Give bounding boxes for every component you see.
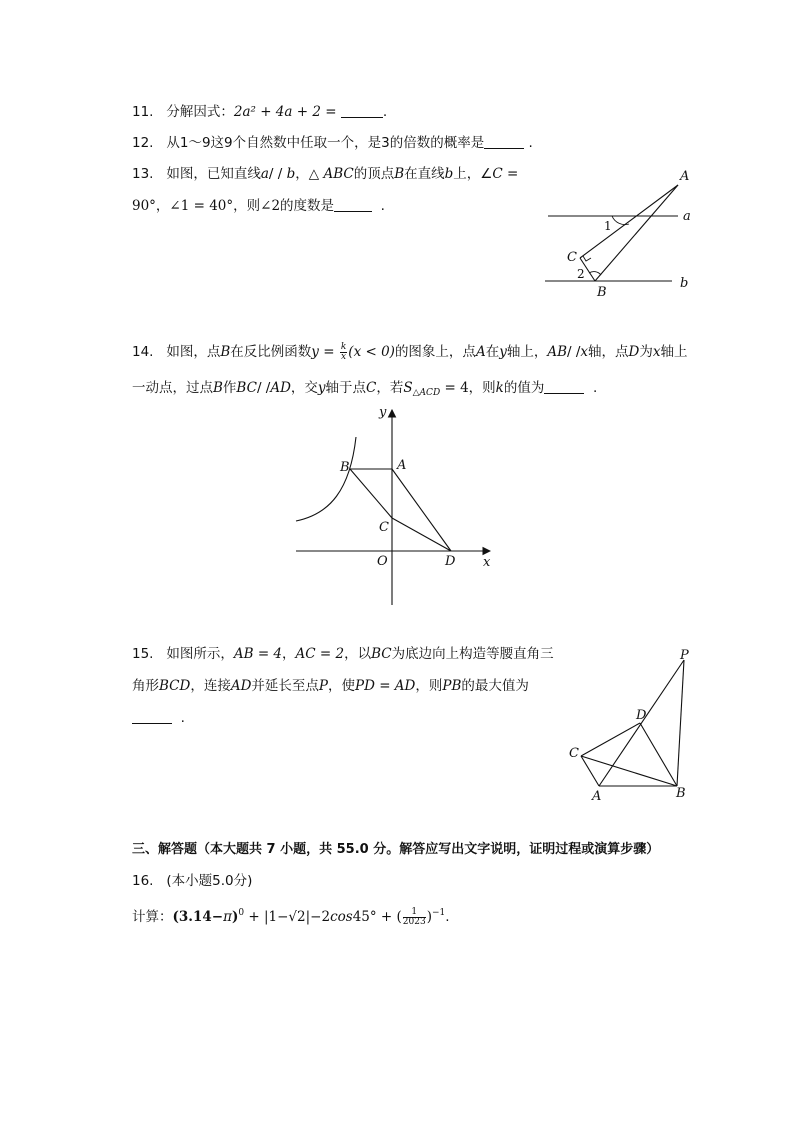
q13-label-angle2: 2 xyxy=(577,267,585,281)
q14-text: ，若 xyxy=(376,380,404,396)
q14-condition: (x < 0) xyxy=(348,344,395,360)
q15-var: AC = 2 xyxy=(295,646,345,662)
q14-var: B xyxy=(213,380,223,396)
q14-text: 的值为 xyxy=(503,380,545,396)
q15-label-A: A xyxy=(592,789,602,804)
q14-var: B xyxy=(220,344,231,360)
q13-text: = xyxy=(502,166,519,182)
q14-var: k xyxy=(495,380,504,396)
q16-fraction xyxy=(403,908,426,927)
q14-label-O: O xyxy=(377,554,388,569)
q16-exponent: 0 xyxy=(238,908,245,918)
q14-label-C: C xyxy=(379,520,389,535)
q11-period: . xyxy=(382,104,388,120)
q13-text: 如图，已知直线 xyxy=(166,166,261,182)
q14-label-D: D xyxy=(445,554,456,569)
q13-label-A: A xyxy=(680,169,690,184)
q13-number: 13. xyxy=(132,166,154,182)
q14-label-A: A xyxy=(397,458,407,473)
q15-var: AD xyxy=(230,678,252,694)
question-16-header xyxy=(132,871,252,891)
q15-label-D: D xyxy=(636,708,647,723)
q14-subscript: △ACD xyxy=(412,388,441,398)
q14-text: 轴，点 xyxy=(588,344,629,360)
q14-var: BC xyxy=(236,380,257,396)
q13-label-angle1: 1 xyxy=(604,219,612,233)
q15-period: . xyxy=(180,710,185,726)
q15-text: ，以 xyxy=(344,646,372,662)
q14-var: y xyxy=(499,344,507,360)
q13-var: b xyxy=(444,166,454,182)
q15-label-C: C xyxy=(569,746,579,761)
q15-var: P xyxy=(318,678,328,694)
q11-text: 分解因式： xyxy=(166,104,234,120)
q15-var: PB xyxy=(442,678,462,694)
q14-text: 轴上， xyxy=(506,344,548,360)
q14-var: D xyxy=(628,344,640,360)
q13-var: a xyxy=(260,166,269,182)
question-16-expression xyxy=(132,907,450,927)
q16-expr: 45° + ( xyxy=(352,909,402,925)
q11-expression: 2a² + 4a + 2 = xyxy=(233,104,337,120)
q16-cos: cos xyxy=(330,909,353,925)
q13-text: 在直线 xyxy=(404,166,445,182)
q14-var: C xyxy=(366,380,377,396)
q15-text: 的最大值为 xyxy=(461,678,529,694)
q14-number: 14. xyxy=(132,344,154,360)
section-3-heading: 三、解答题（本大题共 7 小题，共 55.0 分。解答应写出文字说明，证明过程或演算步骤） xyxy=(132,842,660,857)
q13-period: . xyxy=(380,198,385,214)
q15-text: 为底边向上构造等腰直角三 xyxy=(391,646,554,662)
q15-text: ， xyxy=(282,646,296,662)
q14-text: 如图，点 xyxy=(166,344,221,360)
q14-text: 的图象上，点 xyxy=(394,344,476,360)
q16-expr: + |1−√2|−2 xyxy=(244,909,331,925)
q14-parallel: / / xyxy=(256,380,271,396)
q15-text: 角形 xyxy=(132,678,159,694)
q14-var: AB xyxy=(547,344,567,360)
q14-denominator: x xyxy=(341,351,347,362)
q14-var: S xyxy=(403,380,413,396)
q16-expr: ) xyxy=(426,909,432,925)
q15-text: ，则 xyxy=(415,678,443,694)
q14-var: y xyxy=(311,344,319,360)
q14-var: x xyxy=(652,344,661,360)
q15-var: AB = 4 xyxy=(233,646,283,662)
q16-pi: π xyxy=(223,909,232,925)
q13-label-a: a xyxy=(683,209,691,224)
q13-var: C xyxy=(492,166,503,182)
q14-text: 轴于点 xyxy=(325,380,367,396)
q15-number: 15. xyxy=(132,646,154,662)
q13-text: ，△ xyxy=(295,166,320,182)
q15-text: ，连接 xyxy=(190,678,231,694)
q14-var: AD xyxy=(270,380,291,396)
q12-period: . xyxy=(528,135,533,151)
q12-text: 从1～9这9个自然数中任取一个，是3的倍数的概率是 xyxy=(166,135,485,151)
q16-exponent: −1 xyxy=(431,908,446,918)
q16-denominator: 2023 xyxy=(402,916,426,927)
q14-text: 为 xyxy=(639,344,653,360)
q13-var: b xyxy=(286,166,296,182)
q13-parallel: / / xyxy=(268,166,283,182)
q14-numerator: k xyxy=(340,341,347,352)
q14-text: 在 xyxy=(485,344,500,360)
q16-expr: ) xyxy=(231,909,239,925)
q14-var: y xyxy=(317,380,326,396)
q14-period: . xyxy=(592,380,598,396)
q16-expr: (3.14− xyxy=(172,909,224,925)
q14-label-x-axis: x xyxy=(483,555,491,570)
q15-var: BCD xyxy=(159,678,191,694)
q16-numerator: 1 xyxy=(403,908,426,918)
q16-text: 计算： xyxy=(132,909,173,925)
q13-var: ABC xyxy=(323,166,354,182)
q13-label-C: C xyxy=(567,250,577,265)
q14-text: 在反比例函数 xyxy=(230,344,312,360)
q15-text: 如图所示， xyxy=(166,646,234,662)
q13-var: B xyxy=(394,166,405,182)
q14-text: 一动点，过点 xyxy=(132,380,213,396)
q16-score: (本小题5.0分) xyxy=(166,873,253,889)
q15-var: PD = AD xyxy=(355,678,416,694)
q15-label-P: P xyxy=(680,648,689,663)
q15-label-B: B xyxy=(676,786,686,801)
q13-label-B: B xyxy=(597,285,607,300)
q14-text: 作 xyxy=(222,380,237,396)
q14-var: A xyxy=(475,344,486,360)
q14-text: = 4，则 xyxy=(440,380,496,396)
q14-var: x xyxy=(580,344,589,360)
q13-text: 的顶点 xyxy=(353,166,395,182)
q14-label-B: B xyxy=(340,460,350,475)
q13-text: 90°，∠1 = 40°，则∠2的度数是 xyxy=(132,198,335,214)
q11-number: 11. xyxy=(132,104,154,120)
q16-period: . xyxy=(445,909,450,925)
q14-text: ，交 xyxy=(290,380,318,396)
q13-label-b: b xyxy=(680,276,689,291)
q12-number: 12. xyxy=(132,135,154,151)
q13-text: 上，∠ xyxy=(453,166,493,182)
q14-text: = xyxy=(318,344,339,360)
q14-parallel: / / xyxy=(567,344,581,360)
q15-var: BC xyxy=(371,646,392,662)
q14-text: 轴上 xyxy=(660,344,688,360)
q15-text: ，使 xyxy=(328,678,355,694)
q16-number: 16. xyxy=(132,873,154,889)
q14-label-y-axis: y xyxy=(379,405,387,420)
q15-text: 并延长至点 xyxy=(251,678,319,694)
